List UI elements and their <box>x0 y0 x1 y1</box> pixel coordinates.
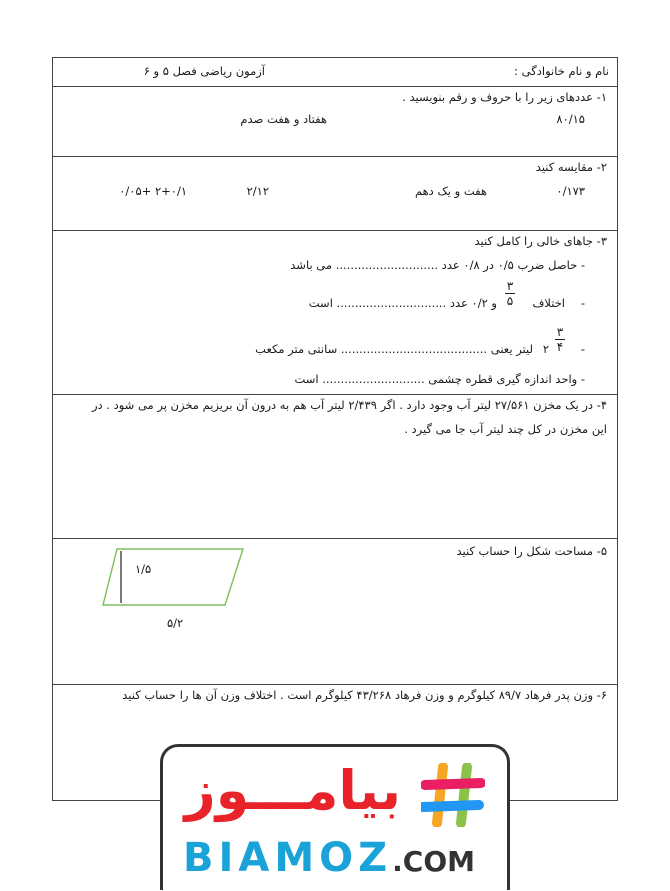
q1-item-decimal: ۸۰/۱۵ <box>556 112 585 126</box>
question-3 <box>53 230 617 395</box>
q3-line-2-suffix: و ۰/۲ عدد .............................. است <box>308 296 497 310</box>
student-name-label: نام و نام خانوادگی : <box>514 64 609 78</box>
q3-line-2-dash: - <box>580 296 585 310</box>
parallelogram-base-label: ۵/۲ <box>167 616 184 630</box>
q6-title: ۶- وزن پدر فرهاد ۸۹/۷ کیلوگرم و وزن فرهاد ۴۳/۲۶۸ کیلوگرم است . اختلاف وزن آن ها را حساب کنید <box>122 688 607 702</box>
question-2 <box>53 156 617 231</box>
q5-title: ۵- مساحت شکل را حساب کنید <box>456 544 607 558</box>
exam-sheet <box>52 57 618 801</box>
fraction-denominator: ۵ <box>506 294 514 308</box>
q3-line-4: - واحد اندازه گیری قطره چشمی ............................ است <box>294 372 585 386</box>
q3-line-3-suffix: لیتر یعنی ........................................ سانتی متر مکعب <box>255 342 533 356</box>
q4-line-2: این مخزن در کل چند لیتر آب جا می گیرد . <box>404 422 607 436</box>
biamoz-logo <box>160 744 510 890</box>
q3-line-3-dash: - <box>580 342 585 356</box>
parallelogram-shape <box>103 549 243 605</box>
fraction-three-quarters <box>553 326 567 353</box>
parallelogram-figure <box>101 548 261 610</box>
question-4 <box>53 394 617 539</box>
exam-title: آزمون ریاضی فصل ۵ و ۶ <box>143 64 265 78</box>
hash-icon <box>421 763 485 827</box>
q3-line-3-whole: ۲ <box>542 342 549 356</box>
question-5 <box>53 538 617 685</box>
logo-persian-text: بیامـــوز <box>184 759 401 822</box>
q1-item-words: هفتاد و هفت صدم <box>240 112 327 126</box>
q3-title: ۳- جاهای خالی را کامل کنید <box>474 234 607 248</box>
fraction-denominator: ۴ <box>556 340 564 354</box>
fraction-three-fifths <box>503 280 517 307</box>
logo-domain: .COM <box>392 845 475 878</box>
logo-english-text <box>183 835 475 881</box>
q2-item-b: هفت و یک دهم <box>414 184 487 198</box>
q2-item-a: ۰/۱۷۳ <box>556 184 585 198</box>
logo-brand: BIAMOZ <box>183 835 393 881</box>
fraction-numerator: ۳ <box>556 325 564 339</box>
question-1 <box>53 86 617 157</box>
q2-item-d: ۲+۰/۱ +۰/۰۵ <box>119 184 187 198</box>
q2-item-c: ۲/۱۲ <box>246 184 269 198</box>
q3-line-2-prefix: اختلاف <box>532 296 565 310</box>
q1-title: ۱- عددهای زیر را با حروف و رقم بنویسید . <box>402 90 607 104</box>
q2-title: ۲- مقایسه کنید <box>535 160 607 174</box>
parallelogram-height-label: ۱/۵ <box>135 562 152 576</box>
q4-line-1: ۴- در یک مخزن ۲۷/۵۶۱ لیتر آب وجود دارد . اگر ۲/۴۳۹ لیتر آب هم به درون آن بریزیم مخزن پر می شود . در <box>91 398 607 412</box>
fraction-numerator: ۳ <box>506 279 514 293</box>
header-row <box>53 58 617 87</box>
q3-line-1: - حاصل ضرب ۰/۵ در ۰/۸ عدد ............................ می باشد <box>290 258 585 272</box>
